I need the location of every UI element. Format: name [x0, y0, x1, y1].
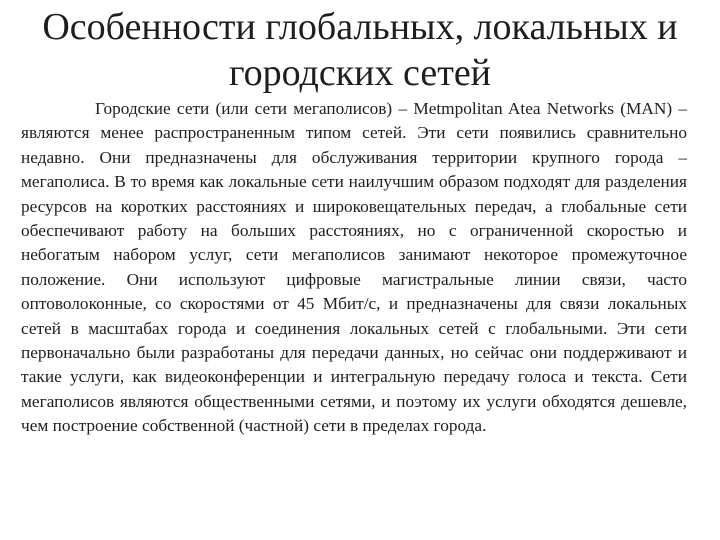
slide-title-line-1: Особенности глобальных, локальных и [42, 6, 678, 48]
slide-body-paragraph: Городские сети (или сети мегаполисов) – Metmpolitan Atea Networks (MAN) – являются менее распространенным типом сетей. Эти сети появились сравнительно недавно. Они предназначены для обслуживания территории крупного города – мегаполиса. В то время как локальные сети наилучшим образом подходят для разделения ресурсов на коротких расстояниях и широковещательных передач, а глобальные сети обеспечивают работу на больших расстояниях, но с ограниченной скоростью и небогатым набором услуг, сети мегаполисов занимают некоторое промежуточное положение. Они используют цифровые магистральные линии связи, часто оптоволоконные, со скоростями от 45 Мбит/с, и предназначены для связи локальных сетей в масштабах города и соединения локальных сетей с глобальными. Эти сети первоначально были разработаны для передачи данных, но сейчас они поддерживают и такие услуги, как видеоконференции и интегральную передачу голоса и текста. Сети мегаполисов являются общественными сетями, и поэтому их услуги обходятся дешевле, чем построение собственной (частной) сети в пределах города. [21, 99, 687, 436]
slide-title-line-2: городских сетей [228, 52, 492, 94]
slide-title [10, 4, 710, 96]
